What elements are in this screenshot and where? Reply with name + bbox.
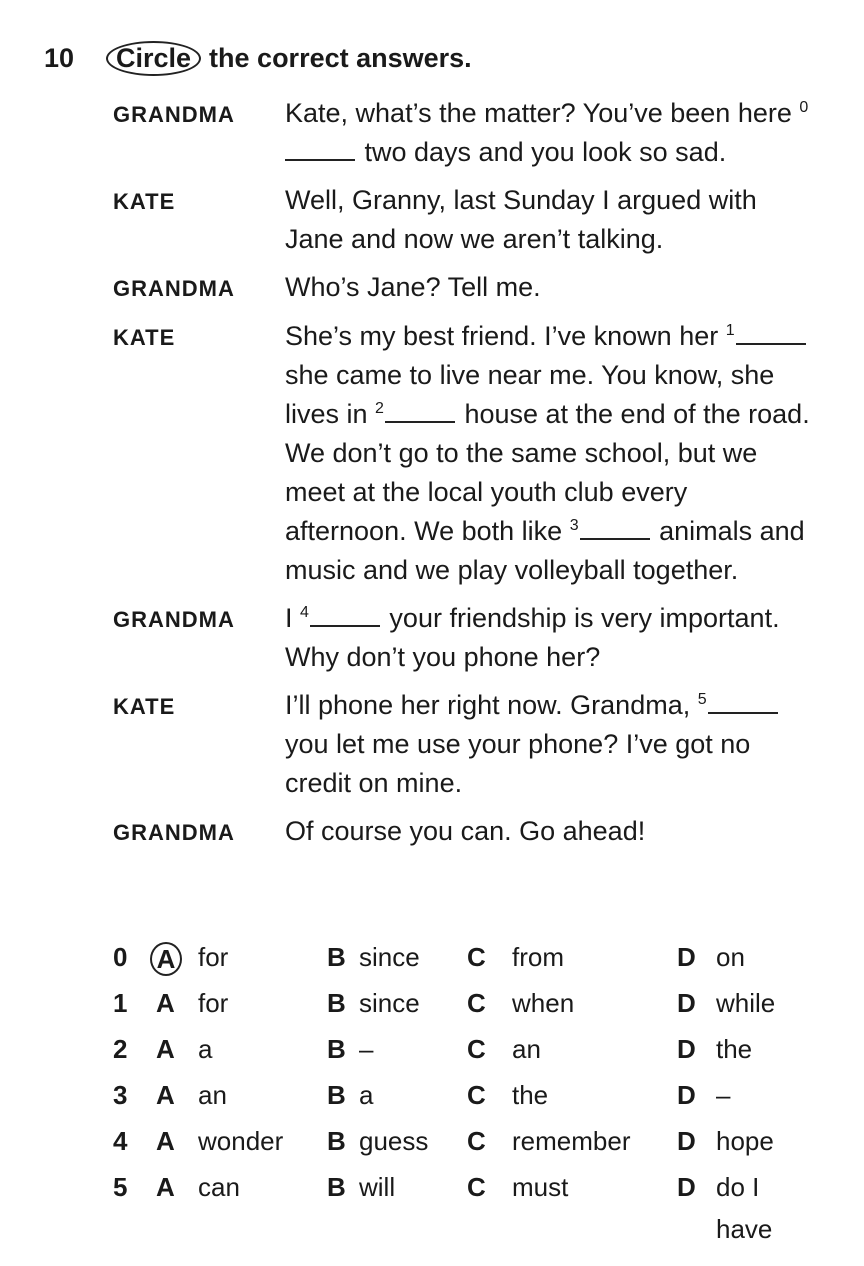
- option-b-text[interactable]: since: [359, 942, 420, 972]
- gap-blank[interactable]: [310, 603, 380, 627]
- option-letter-a[interactable]: A: [156, 988, 175, 1018]
- gap-blank[interactable]: [285, 137, 355, 161]
- option-c-text[interactable]: from: [512, 942, 564, 972]
- question-number: 4: [113, 1126, 128, 1156]
- option-letter-d[interactable]: D: [677, 942, 696, 972]
- option-letter-b[interactable]: B: [327, 1034, 346, 1064]
- option-letter-c[interactable]: C: [467, 1172, 486, 1202]
- option-a-text[interactable]: can: [198, 1172, 240, 1202]
- option-d-text[interactable]: while: [716, 988, 776, 1018]
- speaker-name: KATE: [113, 325, 176, 350]
- circle-word: Circle: [106, 41, 201, 76]
- speech-text: Of course you can. Go ahead!: [285, 816, 646, 846]
- question-number: 0: [113, 942, 128, 972]
- exercise-instruction: the correct answers.: [209, 42, 472, 73]
- question-number: 5: [113, 1172, 128, 1202]
- option-letter-a[interactable]: A: [156, 1172, 175, 1202]
- gap-blank[interactable]: [708, 690, 778, 714]
- option-b-text[interactable]: –: [359, 1034, 374, 1064]
- gap-number: 3: [569, 517, 579, 534]
- option-letter-d[interactable]: D: [677, 1034, 696, 1064]
- option-letter-b[interactable]: B: [327, 988, 346, 1018]
- option-c-text[interactable]: remember: [512, 1126, 631, 1156]
- option-row: [113, 1121, 833, 1167]
- speaker-name: KATE: [113, 189, 176, 214]
- option-row: [113, 1029, 833, 1075]
- option-row: [113, 937, 833, 983]
- speech-text: I’ll phone her right now. Grandma, $^5$ you let me use your phone? I’ve got no credit on mine.: [285, 686, 813, 803]
- option-b-text[interactable]: since: [359, 988, 420, 1018]
- dialogue-turn: [113, 317, 813, 590]
- dialogue: [113, 94, 813, 861]
- option-letter-b[interactable]: B: [327, 1126, 346, 1156]
- option-letter-a[interactable]: A: [156, 1034, 175, 1064]
- option-c-text[interactable]: the: [512, 1080, 549, 1110]
- option-row: [113, 1167, 833, 1213]
- gap-blank[interactable]: [580, 516, 650, 540]
- speech-text: She’s my best friend. I’ve known her $^1$ she came to live near me. You know, she lives in $^2$ house at the end of the road. We don’t go to the same school, but we meet at the local youth club every afternoon. We both like $^3$ animals and music and we play volleyball together.: [285, 321, 810, 585]
- option-a-text[interactable]: wonder: [198, 1126, 284, 1156]
- option-a-text[interactable]: for: [198, 988, 229, 1018]
- speech-text: I $^4$ your friendship is very important. Why don’t you phone her?: [285, 603, 780, 672]
- option-letter-d[interactable]: D: [677, 1080, 696, 1110]
- option-b-text[interactable]: a: [359, 1080, 374, 1110]
- gap-number: 0: [799, 99, 809, 116]
- gap-number: 4: [300, 604, 309, 621]
- option-a-text[interactable]: for: [198, 942, 229, 972]
- option-letter-d[interactable]: D: [677, 1172, 696, 1202]
- option-d-text[interactable]: do I: [716, 1172, 760, 1202]
- option-b-text[interactable]: guess: [359, 1126, 429, 1156]
- option-letter-c[interactable]: C: [467, 1126, 486, 1156]
- dialogue-turn: [113, 268, 813, 308]
- speech-text: Kate, what’s the matter? You’ve been here $^0$ two days and you look so sad.: [285, 98, 809, 167]
- option-c-text[interactable]: an: [512, 1034, 541, 1064]
- speaker-name: GRANDMA: [113, 276, 235, 301]
- option-c-text[interactable]: when: [512, 988, 575, 1018]
- question-number: 3: [113, 1080, 128, 1110]
- option-c-text[interactable]: must: [512, 1172, 569, 1202]
- option-d-text[interactable]: on: [716, 942, 745, 972]
- dialogue-turn: [113, 599, 813, 677]
- option-d-text[interactable]: the: [716, 1034, 753, 1064]
- option-letter-c[interactable]: C: [467, 1034, 486, 1064]
- option-letter-b[interactable]: B: [327, 1172, 346, 1202]
- speaker-name: GRANDMA: [113, 102, 235, 127]
- dialogue-turn: [113, 94, 813, 172]
- dialogue-turn: [113, 812, 813, 852]
- option-row: [113, 1075, 833, 1121]
- speaker-name: KATE: [113, 694, 176, 719]
- option-letter-c[interactable]: C: [467, 1080, 486, 1110]
- question-number: 1: [113, 988, 128, 1018]
- exercise-number: 10: [44, 42, 75, 73]
- option-letter-c[interactable]: C: [467, 988, 486, 1018]
- option-b-text[interactable]: will: [359, 1172, 396, 1202]
- gap-blank[interactable]: [385, 399, 455, 423]
- option-a-text[interactable]: a: [198, 1034, 213, 1064]
- speech-text: Who’s Jane? Tell me.: [285, 272, 541, 302]
- option-d-continuation: have: [716, 1214, 773, 1244]
- option-letter-d[interactable]: D: [677, 1126, 696, 1156]
- exercise-header: [44, 38, 472, 78]
- option-letter-d[interactable]: D: [677, 988, 696, 1018]
- gap-number: 2: [375, 400, 384, 417]
- option-letter-b[interactable]: B: [327, 1080, 346, 1110]
- speaker-name: GRANDMA: [113, 607, 235, 632]
- speech-text: Well, Granny, last Sunday I argued with Jane and now we aren’t talking.: [285, 185, 757, 254]
- option-a-text[interactable]: an: [198, 1080, 227, 1110]
- option-letter-c[interactable]: C: [467, 942, 486, 972]
- speaker-name: GRANDMA: [113, 820, 235, 845]
- gap-blank[interactable]: [736, 321, 806, 345]
- option-letter-b[interactable]: B: [327, 942, 346, 972]
- option-letter-a-circled[interactable]: A: [150, 942, 182, 976]
- option-letter-a[interactable]: A: [156, 1126, 175, 1156]
- answer-options: [113, 937, 833, 1213]
- option-d-text[interactable]: hope: [716, 1126, 774, 1156]
- gap-number: 5: [697, 691, 707, 708]
- dialogue-turn: [113, 686, 813, 803]
- option-row: [113, 983, 833, 1029]
- option-d-text[interactable]: –: [716, 1080, 731, 1110]
- dialogue-turn: [113, 181, 813, 259]
- option-letter-a[interactable]: A: [156, 1080, 175, 1110]
- question-number: 2: [113, 1034, 128, 1064]
- gap-number: 1: [725, 322, 735, 339]
